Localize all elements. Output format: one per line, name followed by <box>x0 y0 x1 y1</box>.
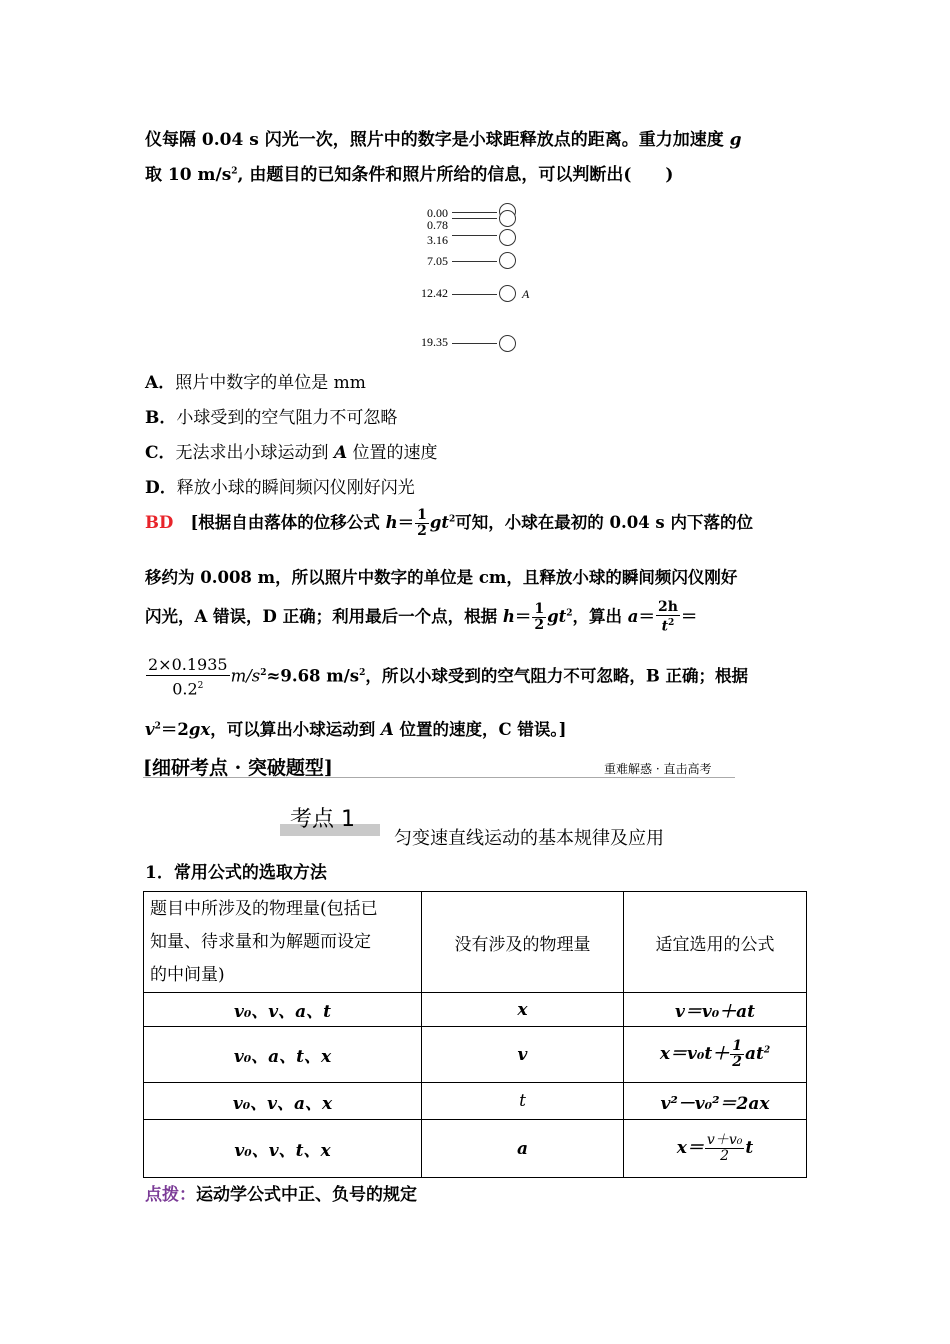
distance-label: 7.05 <box>427 254 448 268</box>
answer-key: BD <box>145 513 174 532</box>
section-title: [细研考点 · 突破题型] <box>143 757 333 779</box>
table-row: v₀、v、a、t x v＝v₀＋at <box>144 993 807 1027</box>
section-divider <box>143 777 735 778</box>
table-row: v₀、v、t、x a x＝ $\frac{\text{v＋v₀}}{2}$ t <box>144 1120 807 1178</box>
formula-table <box>143 891 807 1178</box>
question-line-2: 取 10 $m/s^2$, 由题目的已知条件和照片所给的信息，可以判断出( ) <box>145 165 674 185</box>
distance-label: 12.42 <box>421 286 448 300</box>
ball-icon <box>499 285 516 302</box>
topic-title: 匀变速直线运动的基本规律及应用 <box>394 828 664 849</box>
ball-icon <box>499 210 516 227</box>
topic-badge: 考点 1 <box>280 806 380 834</box>
ball-icon <box>499 335 516 352</box>
strobe-photo-figure <box>410 198 550 358</box>
tip: 点拨：运动学公式中正、负号的规定 <box>145 1185 417 1205</box>
answer-line-2: 移约为 0.008 m，所以照片中数字的单位是 cm，且释放小球的瞬间频闪仪刚好 <box>145 568 738 587</box>
question-line-1: 仪每隔 0.04 s 闪光一次，照片中的数字是小球距释放点的距离。重力加速度 g <box>145 130 742 150</box>
answer-line-4: $\frac{2\times 0.1935}{0.2^2}$ $m/s^2\approx 9.68$ $m/s^2$，所以小球受到的空气阻力不可忽略，B 正确；根据 <box>148 655 749 699</box>
option-a: A．照片中数字的单位是 mm <box>145 373 366 393</box>
answer-line-5: $v^2=2gx$，可以算出小球运动到 A 位置的速度，C 错误。] <box>145 720 567 739</box>
distance-label: 0.78 <box>427 218 448 232</box>
option-b: B．小球受到的空气阻力不可忽略 <box>145 408 398 428</box>
distance-label: 0.00 <box>427 206 448 220</box>
section-subtitle: 重难解惑 · 直击高考 <box>604 762 712 776</box>
option-c: C．无法求出小球运动到 A 位置的速度 <box>145 443 438 463</box>
table-row: v₀、v、a、x t v²－v₀²＝2ax <box>144 1083 807 1120</box>
ball-icon <box>499 229 516 246</box>
answer-line-1: BD [根据自由落体的位移公式 h＝ $\frac{1}{2}$ $gt^2$可知，小球在最初的 0.04 s 内下落的位 <box>145 507 753 539</box>
ball-icon <box>499 252 516 269</box>
option-d: D．释放小球的瞬间频闪仪刚好闪光 <box>145 478 415 498</box>
table-header-row: 题目中所涉及的物理量(包括已 知量、待求量和为解题而设定 的中间量) 没有涉及的物理量 适宜选用的公式 <box>144 892 807 993</box>
heading-formula-selection: 1．常用公式的选取方法 <box>145 863 327 883</box>
point-a-label: A <box>522 287 530 301</box>
table-row: v₀、a、t、x v x＝v₀t＋ $\frac{1}{2}$ $at^2$ <box>144 1027 807 1083</box>
distance-label: 19.35 <box>421 335 448 349</box>
distance-label: 3.16 <box>427 233 448 247</box>
answer-line-3: 闪光，A 错误，D 正确；利用最后一个点，根据 h＝ $\frac{1}{2}$ $gt^2$，算出 a＝ $\frac{2h}{t^2}$ ＝ <box>145 599 698 635</box>
